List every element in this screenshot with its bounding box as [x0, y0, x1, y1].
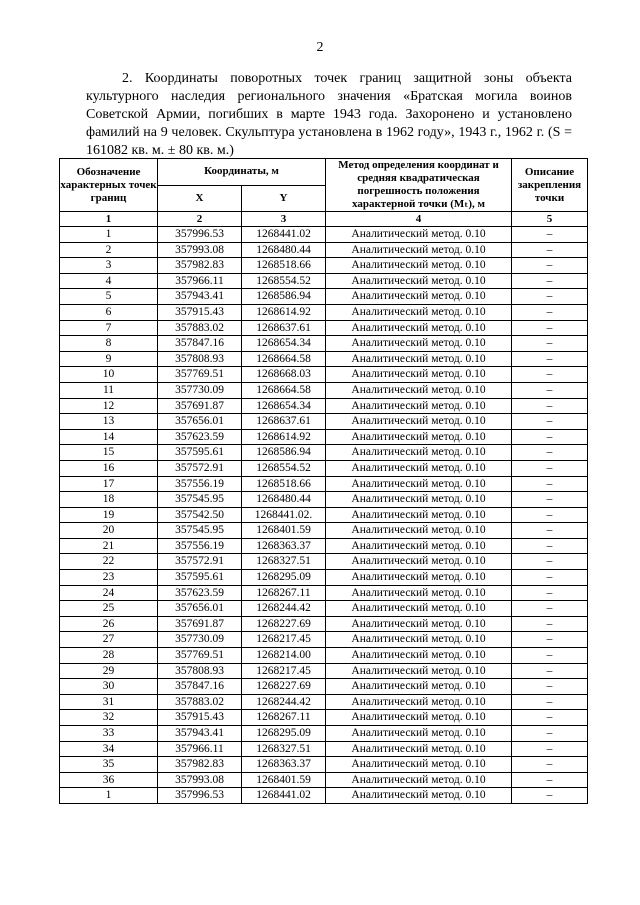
table-row — [60, 336, 588, 352]
cell-description: – — [512, 227, 588, 243]
table-row — [60, 445, 588, 461]
cell-y: 1268614.92 — [242, 429, 326, 445]
cell-method: Аналитический метод. 0.10 — [326, 663, 512, 679]
cell-method: Аналитический метод. 0.10 — [326, 601, 512, 617]
cell-y: 1268441.02 — [242, 788, 326, 804]
cell-description: – — [512, 663, 588, 679]
cell-x: 357982.83 — [158, 757, 242, 773]
header-description: Описание закрепления точки — [512, 159, 588, 212]
table-row — [60, 523, 588, 539]
cell-x: 357623.59 — [158, 585, 242, 601]
cell-method: Аналитический метод. 0.10 — [326, 227, 512, 243]
cell-point-number: 21 — [60, 538, 158, 554]
cell-description: – — [512, 507, 588, 523]
cell-method: Аналитический метод. 0.10 — [326, 492, 512, 508]
table-row — [60, 648, 588, 664]
table-row — [60, 570, 588, 586]
cell-point-number: 24 — [60, 585, 158, 601]
cell-x: 357730.09 — [158, 632, 242, 648]
cell-y: 1268480.44 — [242, 492, 326, 508]
table-row — [60, 476, 588, 492]
cell-point-number: 17 — [60, 476, 158, 492]
cell-method: Аналитический метод. 0.10 — [326, 289, 512, 305]
cell-method: Аналитический метод. 0.10 — [326, 460, 512, 476]
cell-point-number: 15 — [60, 445, 158, 461]
column-number: 2 — [158, 212, 242, 227]
cell-y: 1268664.58 — [242, 382, 326, 398]
cell-y: 1268586.94 — [242, 289, 326, 305]
cell-x: 357656.01 — [158, 414, 242, 430]
cell-point-number: 36 — [60, 772, 158, 788]
cell-y: 1268227.69 — [242, 679, 326, 695]
cell-x: 357996.53 — [158, 788, 242, 804]
table-row — [60, 258, 588, 274]
cell-method: Аналитический метод. 0.10 — [326, 445, 512, 461]
cell-y: 1268244.42 — [242, 694, 326, 710]
cell-point-number: 19 — [60, 507, 158, 523]
cell-point-number: 35 — [60, 757, 158, 773]
table-row — [60, 414, 588, 430]
cell-y: 1268586.94 — [242, 445, 326, 461]
cell-method: Аналитический метод. 0.10 — [326, 320, 512, 336]
cell-point-number: 8 — [60, 336, 158, 352]
cell-y: 1268401.59 — [242, 772, 326, 788]
table-row — [60, 367, 588, 383]
cell-method: Аналитический метод. 0.10 — [326, 429, 512, 445]
cell-point-number: 5 — [60, 289, 158, 305]
cell-point-number: 3 — [60, 258, 158, 274]
cell-point-number: 6 — [60, 304, 158, 320]
cell-method: Аналитический метод. 0.10 — [326, 382, 512, 398]
column-number: 4 — [326, 212, 512, 227]
intro-paragraph: 2. Координаты поворотных точек границ защитной зоны объекта культурного наследия регионального значения «Братская могила воинов Советской Армии, погибших в марте 1943 года. Захоронено и установлено фамилий на 9 человек. Скульптура установлена в 1962 году», 1943 г., 1962 г. (S = 161082 кв. м. ± 80 кв. м.) — [86, 71, 572, 158]
cell-description: – — [512, 632, 588, 648]
header-x: X — [158, 185, 242, 212]
cell-x: 357556.19 — [158, 476, 242, 492]
table-row — [60, 289, 588, 305]
cell-description: – — [512, 570, 588, 586]
cell-method: Аналитический метод. 0.10 — [326, 538, 512, 554]
cell-description: – — [512, 741, 588, 757]
table-row — [60, 741, 588, 757]
cell-method: Аналитический метод. 0.10 — [326, 726, 512, 742]
cell-x: 357915.43 — [158, 710, 242, 726]
header-point-name: Обозначение характерных точек границ — [60, 159, 158, 212]
cell-x: 357691.87 — [158, 398, 242, 414]
table-row — [60, 242, 588, 258]
cell-method: Аналитический метод. 0.10 — [326, 616, 512, 632]
cell-y: 1268518.66 — [242, 476, 326, 492]
header-y: Y — [242, 185, 326, 212]
cell-method: Аналитический метод. 0.10 — [326, 710, 512, 726]
cell-x: 357883.02 — [158, 694, 242, 710]
cell-description: – — [512, 694, 588, 710]
cell-point-number: 7 — [60, 320, 158, 336]
cell-description: – — [512, 538, 588, 554]
cell-description: – — [512, 616, 588, 632]
cell-point-number: 31 — [60, 694, 158, 710]
cell-method: Аналитический метод. 0.10 — [326, 351, 512, 367]
cell-method: Аналитический метод. 0.10 — [326, 632, 512, 648]
cell-point-number: 2 — [60, 242, 158, 258]
cell-y: 1268327.51 — [242, 554, 326, 570]
cell-method: Аналитический метод. 0.10 — [326, 648, 512, 664]
cell-x: 357993.08 — [158, 242, 242, 258]
table-row — [60, 757, 588, 773]
table-row — [60, 726, 588, 742]
table-row — [60, 429, 588, 445]
cell-x: 357996.53 — [158, 227, 242, 243]
table-row — [60, 616, 588, 632]
cell-x: 357545.95 — [158, 523, 242, 539]
cell-description: – — [512, 398, 588, 414]
cell-x: 357847.16 — [158, 336, 242, 352]
cell-y: 1268614.92 — [242, 304, 326, 320]
cell-description: – — [512, 492, 588, 508]
cell-point-number: 25 — [60, 601, 158, 617]
cell-method: Аналитический метод. 0.10 — [326, 585, 512, 601]
cell-description: – — [512, 258, 588, 274]
table-row — [60, 601, 588, 617]
cell-x: 357542.50 — [158, 507, 242, 523]
header-method: Метод определения координат и средняя квадратическая погрешность положения характерной точки (Mₜ), м — [326, 159, 512, 212]
cell-description: – — [512, 414, 588, 430]
cell-description: – — [512, 445, 588, 461]
table-row — [60, 507, 588, 523]
table-row — [60, 304, 588, 320]
column-number: 1 — [60, 212, 158, 227]
table-row — [60, 694, 588, 710]
cell-description: – — [512, 289, 588, 305]
table-row — [60, 772, 588, 788]
cell-x: 357769.51 — [158, 367, 242, 383]
cell-description: – — [512, 382, 588, 398]
cell-point-number: 10 — [60, 367, 158, 383]
cell-y: 1268217.45 — [242, 632, 326, 648]
cell-point-number: 27 — [60, 632, 158, 648]
cell-y: 1268295.09 — [242, 726, 326, 742]
table-row — [60, 227, 588, 243]
cell-y: 1268480.44 — [242, 242, 326, 258]
cell-y: 1268363.37 — [242, 757, 326, 773]
cell-x: 357993.08 — [158, 772, 242, 788]
cell-y: 1268244.42 — [242, 601, 326, 617]
cell-description: – — [512, 273, 588, 289]
cell-method: Аналитический метод. 0.10 — [326, 414, 512, 430]
cell-description: – — [512, 460, 588, 476]
table-row — [60, 273, 588, 289]
table-row — [60, 788, 588, 804]
cell-method: Аналитический метод. 0.10 — [326, 304, 512, 320]
cell-x: 357691.87 — [158, 616, 242, 632]
table-body — [60, 227, 588, 804]
cell-method: Аналитический метод. 0.10 — [326, 679, 512, 695]
cell-y: 1268295.09 — [242, 570, 326, 586]
cell-description: – — [512, 476, 588, 492]
table-row — [60, 585, 588, 601]
cell-description: – — [512, 351, 588, 367]
cell-y: 1268554.52 — [242, 273, 326, 289]
cell-x: 357556.19 — [158, 538, 242, 554]
cell-y: 1268327.51 — [242, 741, 326, 757]
cell-method: Аналитический метод. 0.10 — [326, 741, 512, 757]
cell-y: 1268441.02 — [242, 227, 326, 243]
cell-point-number: 18 — [60, 492, 158, 508]
cell-description: – — [512, 710, 588, 726]
table-row — [60, 320, 588, 336]
table-row — [60, 632, 588, 648]
cell-method: Аналитический метод. 0.10 — [326, 570, 512, 586]
cell-y: 1268554.52 — [242, 460, 326, 476]
cell-point-number: 30 — [60, 679, 158, 695]
cell-point-number: 16 — [60, 460, 158, 476]
cell-x: 357982.83 — [158, 258, 242, 274]
cell-x: 357808.93 — [158, 351, 242, 367]
cell-y: 1268363.37 — [242, 538, 326, 554]
table-row — [60, 460, 588, 476]
cell-method: Аналитический метод. 0.10 — [326, 788, 512, 804]
table-row — [60, 398, 588, 414]
cell-method: Аналитический метод. 0.10 — [326, 772, 512, 788]
cell-y: 1268217.45 — [242, 663, 326, 679]
cell-description: – — [512, 523, 588, 539]
cell-method: Аналитический метод. 0.10 — [326, 398, 512, 414]
column-number: 3 — [242, 212, 326, 227]
column-number: 5 — [512, 212, 588, 227]
cell-x: 357730.09 — [158, 382, 242, 398]
cell-point-number: 1 — [60, 788, 158, 804]
cell-description: – — [512, 648, 588, 664]
cell-x: 357572.91 — [158, 554, 242, 570]
cell-method: Аналитический метод. 0.10 — [326, 273, 512, 289]
cell-method: Аналитический метод. 0.10 — [326, 523, 512, 539]
cell-description: – — [512, 429, 588, 445]
cell-x: 357572.91 — [158, 460, 242, 476]
cell-y: 1268654.34 — [242, 398, 326, 414]
cell-x: 357915.43 — [158, 304, 242, 320]
cell-y: 1268267.11 — [242, 585, 326, 601]
cell-point-number: 32 — [60, 710, 158, 726]
cell-description: – — [512, 601, 588, 617]
table-row — [60, 710, 588, 726]
cell-point-number: 13 — [60, 414, 158, 430]
cell-y: 1268227.69 — [242, 616, 326, 632]
cell-y: 1268267.11 — [242, 710, 326, 726]
table-row — [60, 538, 588, 554]
cell-point-number: 29 — [60, 663, 158, 679]
table-row — [60, 492, 588, 508]
table-row — [60, 663, 588, 679]
cell-method: Аналитический метод. 0.10 — [326, 507, 512, 523]
cell-point-number: 12 — [60, 398, 158, 414]
cell-description: – — [512, 788, 588, 804]
cell-method: Аналитический метод. 0.10 — [326, 242, 512, 258]
cell-point-number: 1 — [60, 227, 158, 243]
cell-x: 357623.59 — [158, 429, 242, 445]
cell-point-number: 33 — [60, 726, 158, 742]
cell-x: 357656.01 — [158, 601, 242, 617]
cell-y: 1268214.00 — [242, 648, 326, 664]
cell-x: 357769.51 — [158, 648, 242, 664]
cell-x: 357545.95 — [158, 492, 242, 508]
cell-point-number: 22 — [60, 554, 158, 570]
cell-point-number: 9 — [60, 351, 158, 367]
cell-y: 1268668.03 — [242, 367, 326, 383]
cell-x: 357883.02 — [158, 320, 242, 336]
cell-x: 357966.11 — [158, 741, 242, 757]
cell-method: Аналитический метод. 0.10 — [326, 476, 512, 492]
cell-point-number: 23 — [60, 570, 158, 586]
cell-y: 1268518.66 — [242, 258, 326, 274]
coordinates-table — [59, 158, 588, 804]
cell-description: – — [512, 242, 588, 258]
cell-point-number: 26 — [60, 616, 158, 632]
cell-x: 357943.41 — [158, 726, 242, 742]
cell-description: – — [512, 585, 588, 601]
cell-method: Аналитический метод. 0.10 — [326, 336, 512, 352]
table-row — [60, 382, 588, 398]
cell-description: – — [512, 757, 588, 773]
cell-method: Аналитический метод. 0.10 — [326, 757, 512, 773]
cell-x: 357808.93 — [158, 663, 242, 679]
page-number: 2 — [316, 40, 324, 55]
cell-description: – — [512, 726, 588, 742]
cell-y: 1268654.34 — [242, 336, 326, 352]
cell-point-number: 28 — [60, 648, 158, 664]
cell-description: – — [512, 336, 588, 352]
cell-method: Аналитический метод. 0.10 — [326, 694, 512, 710]
cell-method: Аналитический метод. 0.10 — [326, 367, 512, 383]
cell-point-number: 34 — [60, 741, 158, 757]
cell-x: 357966.11 — [158, 273, 242, 289]
table-row — [60, 351, 588, 367]
cell-y: 1268637.61 — [242, 320, 326, 336]
cell-y: 1268637.61 — [242, 414, 326, 430]
cell-description: – — [512, 679, 588, 695]
cell-description: – — [512, 367, 588, 383]
cell-x: 357847.16 — [158, 679, 242, 695]
table-row — [60, 679, 588, 695]
cell-x: 357943.41 — [158, 289, 242, 305]
cell-point-number: 11 — [60, 382, 158, 398]
cell-y: 1268441.02. — [242, 507, 326, 523]
cell-point-number: 14 — [60, 429, 158, 445]
cell-description: – — [512, 554, 588, 570]
cell-description: – — [512, 320, 588, 336]
cell-description: – — [512, 304, 588, 320]
table-row — [60, 554, 588, 570]
cell-x: 357595.61 — [158, 570, 242, 586]
header-coordinates: Координаты, м — [158, 159, 326, 186]
cell-method: Аналитический метод. 0.10 — [326, 554, 512, 570]
cell-method: Аналитический метод. 0.10 — [326, 258, 512, 274]
cell-y: 1268401.59 — [242, 523, 326, 539]
cell-y: 1268664.58 — [242, 351, 326, 367]
cell-description: – — [512, 772, 588, 788]
cell-point-number: 4 — [60, 273, 158, 289]
cell-point-number: 20 — [60, 523, 158, 539]
cell-x: 357595.61 — [158, 445, 242, 461]
